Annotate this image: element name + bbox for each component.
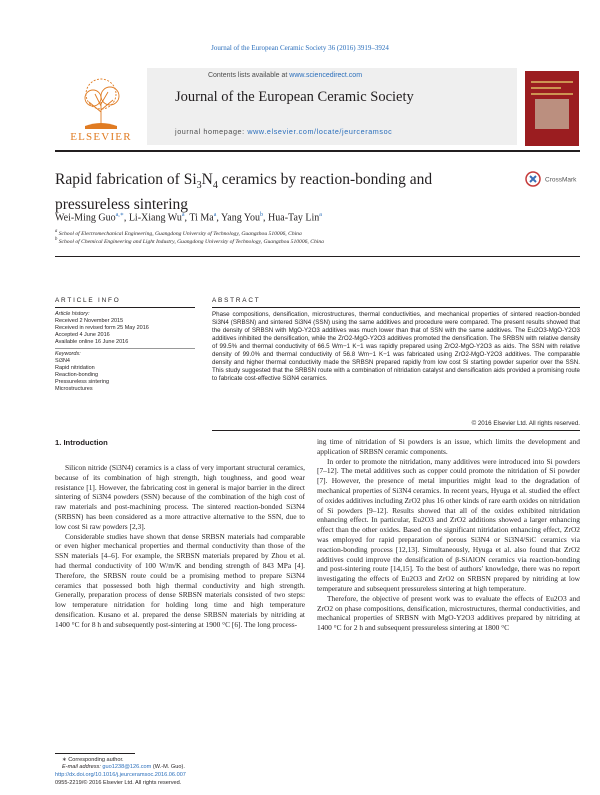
author-name[interactable]: Yang You	[221, 212, 261, 224]
divider	[55, 307, 195, 308]
affiliation: $^a$ School of Electromechanical Engineering, Guangdong University of Technology, Guangzhou 510006, China	[55, 229, 302, 237]
journal-homepage: journal homepage: www.elsevier.com/locate/jeurceramsoc	[175, 127, 393, 136]
footnote-rule	[55, 753, 135, 754]
paragraph: ing time of nitridation of Si powders is an issue, which limits the development and application of SRBSN ceramic components.	[317, 437, 580, 456]
article-history: Article history: Received 2 November 2015 Received in revised form 25 May 2016 Accepted 4 June 2016 Available online 16 June 2016	[55, 311, 149, 345]
keyword: Microstructures	[55, 386, 93, 392]
sciencedirect-link[interactable]: www.sciencedirect.com	[289, 72, 363, 79]
keyword: Pressureless sintering	[55, 379, 110, 385]
divider	[212, 430, 580, 431]
abstract-text: Phase compositions, densification, microstructures, thermal conductivities, and mechanical properties of sintered reaction-bonded Si3N4 (SRBSN) and sintered Si3N4 (SSN) using the same additives and procedure were compared. The present results showed that the density of SRBSN with MgO-Y2O3 additives was much lower than that of SSN with the same additives. The Eu2O3-MgO-Y2O3 additives inhibited the densification, while the ZrO2-MgO-Y2O3 additives promoted the densification. The SRBSN with relative density of 99.5% and thermal conductivity of 66.5 Wm−1 K−1 was rapidly prepared using ZrO2-MgO-Y2O3 as aids. The SSN with relative density of 99.0% and thermal conductivity of 56.8 Wm−1 K−1 was fabricated using ZrO2-MgO-Y2O3 additives. The comparable density and higher thermal conductivity made the SRBSN prepared rapidly from low cost Si starting powder superior over the SSN. This study suggested that the SRBSN route with a combination of nitridation catalyst and densification aids provided a promising route to fabricate cost-effective Si3N4 ceramics.	[212, 311, 580, 383]
journal-citation[interactable]: Journal of the European Ceramic Society 36 (2016) 3919–3924	[211, 44, 389, 52]
section-heading: 1. Introduction	[55, 438, 108, 447]
keyword: Si3N4	[55, 358, 70, 364]
article-info-heading: ARTICLE INFO	[55, 297, 121, 304]
divider	[55, 256, 580, 257]
journal-homepage-link[interactable]: www.elsevier.com/locate/jeurceramsoc	[247, 127, 393, 136]
crossmark-badge[interactable]: CrossMark	[525, 170, 580, 192]
crossmark-icon	[525, 170, 541, 190]
keyword: Rapid nitridation	[55, 365, 95, 371]
body-column-left	[55, 463, 305, 630]
divider	[55, 348, 195, 349]
elsevier-tree-logo[interactable]	[55, 68, 147, 145]
paragraph: Considerable studies have shown that dense SRBSN materials had comparable or even higher mechanical properties and thermal conductivity than those of the SSN materials [4–6]. For example, the SRBSN materials prepared by Zhou et al. had thermal conductivity of 100 W/m/K and bending strength of 843 MPa [4]. Therefore, the SRBSN route could be a promising method to prepare Si3N4 ceramics that possessed both high thermal conductivity and high strength. Generally, preparation process of dense SRBSN materials consisted of two steps: low temperature nitridation for holding long time and high temperature densification. Kusano et al. prepared the dense SRBSN materials by nitriding at 1400 °C for 8 h and subsequently post-sintering at 1900 °C [6]. The long process-	[55, 531, 305, 629]
doi-link[interactable]: http://dx.doi.org/10.1016/j.jeurceramsoc.2016.06.007	[55, 772, 186, 778]
author-list: Wei-Ming Guo$^{a,∗}$, Li-Xiang Wu$^a$, Ti Ma$^a$, Yang You$^b$, Hua-Tay Lin$^a$	[55, 212, 322, 224]
abstract-copyright: © 2016 Elsevier Ltd. All rights reserved.	[471, 420, 580, 427]
paragraph: Silicon nitride (Si3N4) ceramics is a class of very important structural ceramics, because of its combination of high strength, high toughness, and good wear resistance [1]. However, the fabricating cost in general is major barrier in the direct sintering of Si3N4 powders (SSN) because of the combination of the high cost of raw materials and post-machining process. The sintered reaction-bonded Si3N4 (SRBSN) has been considered as a more attractive alternative to the SSN, due to low cost Si raw powders [2,3].	[55, 463, 305, 531]
journal-title[interactable]: Journal of the European Ceramic Society	[175, 89, 414, 105]
author-name[interactable]: Li-Xiang Wu	[128, 212, 182, 224]
corresponding-author-note: ∗ Corresponding author.	[62, 757, 124, 763]
body-column-right	[317, 437, 580, 633]
divider	[212, 307, 580, 308]
article-title: Rapid fabrication of $Si_3N_4$ ceramics by reaction-bonding and pressureless sintering	[55, 171, 433, 214]
author-name[interactable]: Hua-Tay Lin	[268, 212, 320, 224]
issn-line: 0955-2219/© 2016 Elsevier Ltd. All rights reserved.	[55, 780, 182, 786]
abstract-heading: ABSTRACT	[212, 297, 261, 304]
paragraph: Therefore, the objective of present work was to evaluate the effects of Eu2O3 and ZrO2 on phase compositions, densification, microstructures, thermal conductivities, and mechanical properties of SRBSN with MgO-Y2O3 additives prepared by nitriding at 1400 °C for 2 h and subsequent pressureless sintering at 1800 °C	[317, 593, 580, 633]
author-name[interactable]: Wei-Ming Guo	[55, 212, 116, 224]
contents-line: Contents lists available at www.sciencedirect.com	[207, 72, 363, 79]
svg-text:ELSEVIER: ELSEVIER	[70, 131, 132, 143]
keyword: Reaction-bonding	[55, 372, 99, 378]
journal-cover[interactable]	[525, 71, 579, 146]
header-rule	[55, 150, 580, 152]
keywords: Keywords: Si3N4 Rapid nitridation Reaction-bonding Pressureless sintering Microstructures	[55, 351, 195, 393]
email-link[interactable]: guo1238@126.com	[102, 764, 152, 770]
email-note: E-mail address: guo1238@126.com (W.-M. Guo).	[62, 764, 185, 770]
paragraph: In order to promote the nitridation, many additives were introduced into Si powders [7–12]. The metal additives such as copper could promote the nitridation of Si powder [7]. However, the presence of metal impurities might lead to the degradation of mechanical properties of Si3N4 ceramics. In recent years, Hyuga et al. studied the effect of oxides additives including ZrO2 plus 16 other kinds of rare earth oxides on nitridation of Si powders [9–12]. Results showed that all of the oxides exhibited nitridation enhancing effect. In particular, Eu2O3 and ZrO2 additions showed a larger enhancing effect than the other oxides. Based on the significant nitridation enhancing effect, ZrO2 was employed for rapid preparation of porous Si3N4 or Si3N4/SiC ceramics via reaction-bonding process [12,13]. Simultaneously, Hyuga et al. also found that ZrO2 additives could improve the densification of β-SiAlON ceramics via reaction-bonding and post-sintering route [14,15]. To the best of authors' knowledge, there was no report investigating the effects of Eu2O3 and ZrO2 on SRBSN prepared by nitriding at low temperature and subsequent pressureless sintering at high temperature.	[317, 456, 580, 593]
affiliation: $^b$ School of Chemical Engineering and Light Industry, Guangdong University of Technology, Guangzhou 510006, China	[55, 237, 324, 245]
author-name[interactable]: Ti Ma	[189, 212, 214, 224]
